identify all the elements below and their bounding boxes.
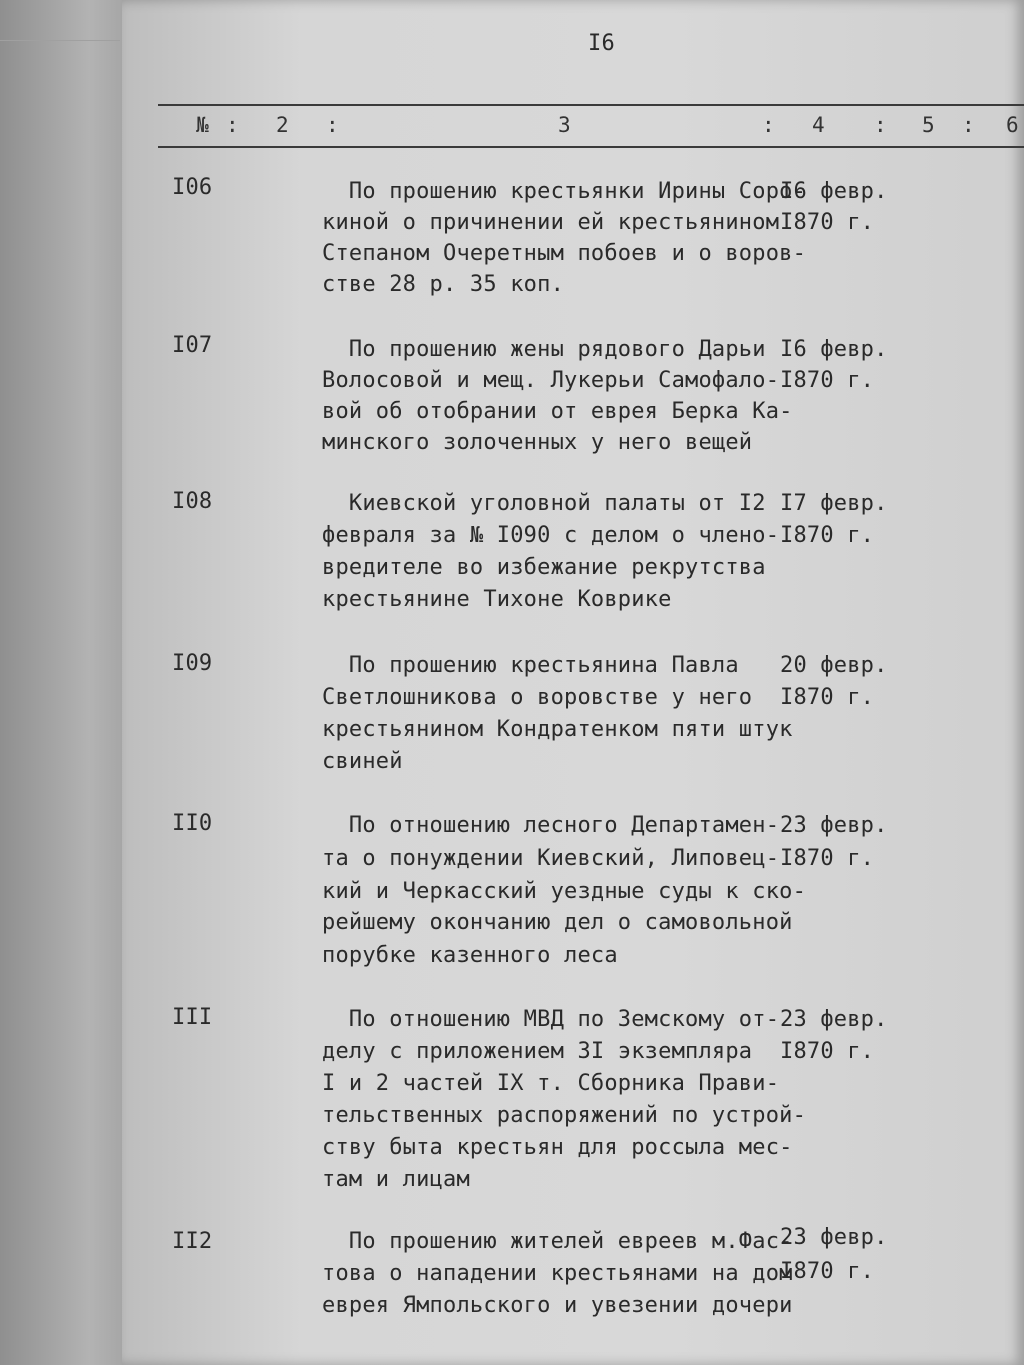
entry-line: та о понуждении Киевский, Липовец-: [322, 846, 780, 871]
column-header-4: 4: [812, 113, 825, 137]
entry-line: порубке казенного леса: [322, 943, 618, 968]
column-header-2: 2: [276, 113, 289, 137]
entry-number: II2: [172, 1229, 213, 1254]
entry-line: Светлошникова о воровстве у него: [322, 685, 753, 710]
previous-page-ruling: [0, 40, 120, 121]
entry-line: рейшему окончанию дел о самовольной: [322, 910, 793, 935]
header-bottom-rule: [158, 146, 1024, 148]
entry-date-year: I870 г.: [780, 1039, 875, 1064]
entry-line: По прошению крестьянина Павла: [322, 653, 739, 678]
column-separator: :: [962, 113, 975, 137]
column-header-3: 3: [558, 113, 571, 137]
header-top-rule: [158, 104, 1024, 106]
entry-date-year: I870 г.: [780, 210, 875, 235]
entry-line: минского золоченных у него вещей: [322, 430, 753, 455]
entry-line: вой об отобрании от еврея Берка Ка-: [322, 399, 793, 424]
entry-line: По прошению крестьянки Ирины Соро-: [322, 179, 807, 204]
entry-line: свиней: [322, 749, 403, 774]
entry-date-year: I870 г.: [780, 523, 875, 548]
entry-date-year: I870 г.: [780, 368, 875, 393]
entry-date-year: I870 г.: [780, 846, 875, 871]
entry-line: ству быта крестьян для россыла мес-: [322, 1135, 793, 1160]
column-header-number: №: [196, 113, 209, 137]
entry-line: Степаном Очеретным побоев и о воров-: [322, 241, 807, 266]
column-header-5: 5: [922, 113, 935, 137]
entry-line: тельственных распоряжений по устрой-: [322, 1103, 807, 1128]
entry-line: еврея Ямпольского и увезении дочери: [322, 1293, 793, 1318]
entry-date-day: I7 февр.: [780, 491, 888, 516]
entry-number: I07: [172, 333, 213, 358]
entry-date-day: 20 февр.: [780, 653, 888, 678]
entry-line: делу с приложением 3I экземпляра: [322, 1039, 753, 1064]
entry-line: вредителе во избежание рекрутства: [322, 555, 766, 580]
entry-date-year: I870 г.: [780, 1259, 875, 1284]
entry-date-day: I6 февр.: [780, 179, 888, 204]
page-number: I6: [588, 31, 615, 56]
entry-number: III: [172, 1005, 213, 1030]
column-separator: :: [874, 113, 887, 137]
entry-date-day: 23 февр.: [780, 1007, 888, 1032]
previous-page-edge: [0, 0, 128, 1365]
entry-line: кий и Черкасский уездные суды к ско-: [322, 879, 807, 904]
entry-line: По отношению лесного Департамен-: [322, 813, 780, 838]
entry-line: крестьянином Кондратенком пяти штук: [322, 717, 793, 742]
entry-line: стве 28 р. 35 коп.: [322, 272, 565, 297]
column-separator: :: [326, 113, 339, 137]
entry-date-day: I6 февр.: [780, 337, 888, 362]
entry-line: По отношению МВД по Земскому от-: [322, 1007, 780, 1032]
entry-date-day: 23 февр.: [780, 1225, 888, 1250]
entry-line: киной о причинении ей крестьянином: [322, 210, 780, 235]
entry-line: това о нападении крестьянами на дом: [322, 1261, 793, 1286]
entry-line: По прошению жителей евреев м.Фас-: [322, 1229, 793, 1254]
entry-line: февраля за № I090 с делом о члено-: [322, 523, 780, 548]
column-separator: :: [226, 113, 239, 137]
entry-number: II0: [172, 811, 213, 836]
entry-date-year: I870 г.: [780, 685, 875, 710]
entry-date-day: 23 февр.: [780, 813, 888, 838]
entry-number: I08: [172, 489, 213, 514]
column-header-6: 6: [1006, 113, 1019, 137]
entry-line: I и 2 частей IX т. Сборника Прави-: [322, 1071, 780, 1096]
entry-number: I09: [172, 651, 213, 676]
entry-line: По прошению жены рядового Дарьи: [322, 337, 766, 362]
entry-line: там и лицам: [322, 1167, 470, 1192]
entry-line: крестьянине Тихоне Коврике: [322, 587, 672, 612]
entry-line: Волосовой и мещ. Лукерьи Самофало-: [322, 368, 780, 393]
entry-line: Киевской уголовной палаты от I2: [322, 491, 766, 516]
column-separator: :: [762, 113, 775, 137]
entry-number: I06: [172, 175, 213, 200]
